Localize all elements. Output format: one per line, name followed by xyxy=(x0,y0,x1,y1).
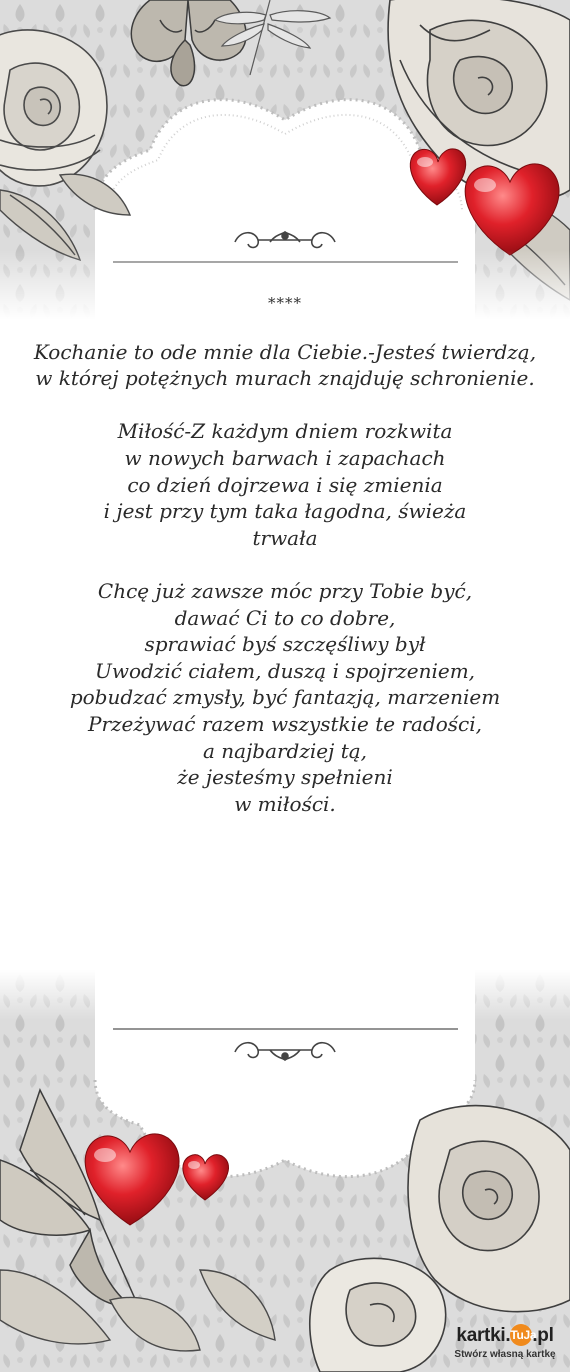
poem-line: i jest przy tym taka łagodna, świeża xyxy=(103,499,467,524)
poem xyxy=(0,290,570,817)
poem-line: pobudzać zmysły, być fantazją, marzeniem xyxy=(69,685,501,710)
poem-line: co dzień dojrzewa i się zmienia xyxy=(127,472,443,497)
poem-line: dawać Ci to co dobre, xyxy=(174,605,396,630)
poem-line: w miłości. xyxy=(234,791,336,816)
poem-line: Chcę już zawsze móc przy Tobie być, xyxy=(97,578,473,603)
stanza-gap xyxy=(0,392,570,419)
poem-line: trwała xyxy=(252,525,318,550)
brand-logo[interactable] xyxy=(446,1324,564,1368)
poem-heading: **** xyxy=(268,294,302,312)
poem-line: sprawiać byś szczęśliwy był xyxy=(144,632,426,657)
poem-line: że jesteśmy spełnieni xyxy=(177,765,393,790)
brand-tagline: Stwórz własną kartkę xyxy=(454,1349,556,1360)
stanza-gap xyxy=(0,551,570,578)
brand-logo-suffix: .pl xyxy=(532,1325,554,1346)
poem-line: w której potężnych murach znajduję schronienie. xyxy=(35,366,535,391)
poem-line: Uwodzić ciałem, duszą i spojrzeniem, xyxy=(94,658,476,683)
poem-line: Kochanie to ode mnie dla Ciebie.-Jesteś twierdzą, xyxy=(33,339,537,364)
brand-logo-badge: TuJa xyxy=(510,1324,532,1346)
poem-body xyxy=(0,339,570,818)
poem-line: Miłość-Z każdym dniem rozkwita xyxy=(117,419,453,444)
brand-logo-prefix: kartki. xyxy=(456,1325,511,1346)
top-decoration xyxy=(0,0,570,320)
poem-line: Przeżywać razem wszystkie te radości, xyxy=(87,711,482,736)
poem-line: a najbardziej tą, xyxy=(202,738,368,763)
bottom-decoration xyxy=(0,970,570,1372)
brand-logo-text xyxy=(446,1324,564,1348)
poem-line: w nowych barwach i zapachach xyxy=(124,445,446,470)
